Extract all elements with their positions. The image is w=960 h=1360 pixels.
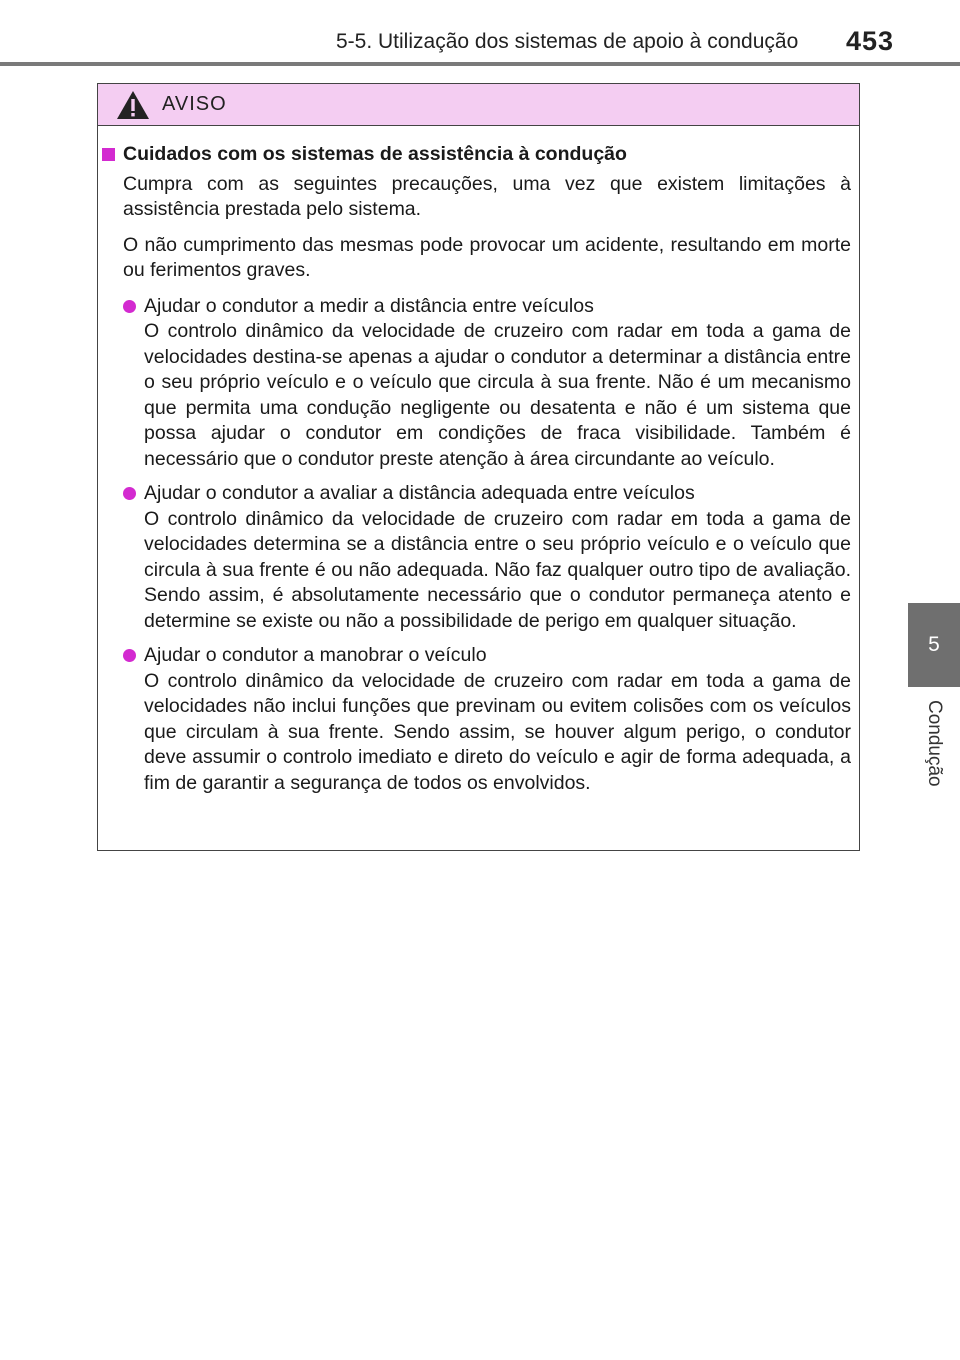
warning-body <box>98 126 859 796</box>
consequence-paragraph: O não cumprimento das mesmas pode provocar um acidente, resultando em morte ou ferimentos graves. <box>123 233 851 281</box>
page-header-title: 5-5. Utilização dos sistemas de apoio à condução <box>336 30 799 53</box>
list-item-title: Ajudar o condutor a medir a distância entre veículos <box>144 294 594 317</box>
header-divider <box>0 62 960 66</box>
intro-paragraph: Cumpra com as seguintes precauções, uma vez que existem limitações à assistência prestada pelo sistema. <box>123 172 851 220</box>
warning-label: AVISO <box>162 93 227 115</box>
chapter-label: Condução <box>924 700 945 787</box>
chapter-number: 5 <box>928 633 940 656</box>
list-item-text: O controlo dinâmico da velocidade de cruzeiro com radar em toda a gama de velocidades destina-se apenas a ajudar o condutor a determinar a distância entre o seu próprio veículo e o veículo que circula à sua frente. Não é um mecanismo que permita uma condução negligente ou desatenta e não é um sistema que possa ajudar o condutor em condições de fraca visibilidade. Também é necessário que o condutor preste atenção à área circundante ao veículo. <box>144 320 851 470</box>
square-bullet-icon <box>102 148 115 161</box>
list-item-text: O controlo dinâmico da velocidade de cruzeiro com radar em toda a gama de velocidades determina se a distância entre o seu próprio veículo e o veículo que circula à sua frente é ou não adequada. Não faz qualquer outro tipo de avaliação. Sendo assim, é absolutamente necessário que o condutor permaneça atento e determine se existe ou não a possibilidade de perigo em qualquer situação. <box>144 507 851 632</box>
list-item <box>123 294 851 473</box>
section-title-text: Cuidados com os sistemas de assistência à condução <box>123 143 627 165</box>
chapter-tab[interactable] <box>908 603 960 687</box>
round-bullet-icon <box>123 300 136 313</box>
section-title <box>102 142 851 168</box>
warning-box <box>97 83 860 851</box>
warning-triangle-icon <box>116 90 150 120</box>
list-item <box>123 643 851 796</box>
list-item-title: Ajudar o condutor a manobrar o veículo <box>144 644 487 666</box>
list-item-title: Ajudar o condutor a avaliar a distância adequada entre veículos <box>144 482 695 504</box>
list-item-text: O controlo dinâmico da velocidade de cruzeiro com radar em toda a gama de velocidades não inclui funções que previnam ou evitem colisões com os veículos que circulam à sua frente. Sendo assim, se houver algum perigo, o condutor deve assumir o controlo imediato e direto do veículo e agir de forma adequada, a fim de garantir a segurança de todos os envolvidos. <box>144 669 851 794</box>
round-bullet-icon <box>123 487 136 500</box>
list-item <box>123 481 851 634</box>
round-bullet-icon <box>123 649 136 662</box>
page-number: 453 <box>846 26 895 56</box>
warning-header <box>98 84 859 126</box>
